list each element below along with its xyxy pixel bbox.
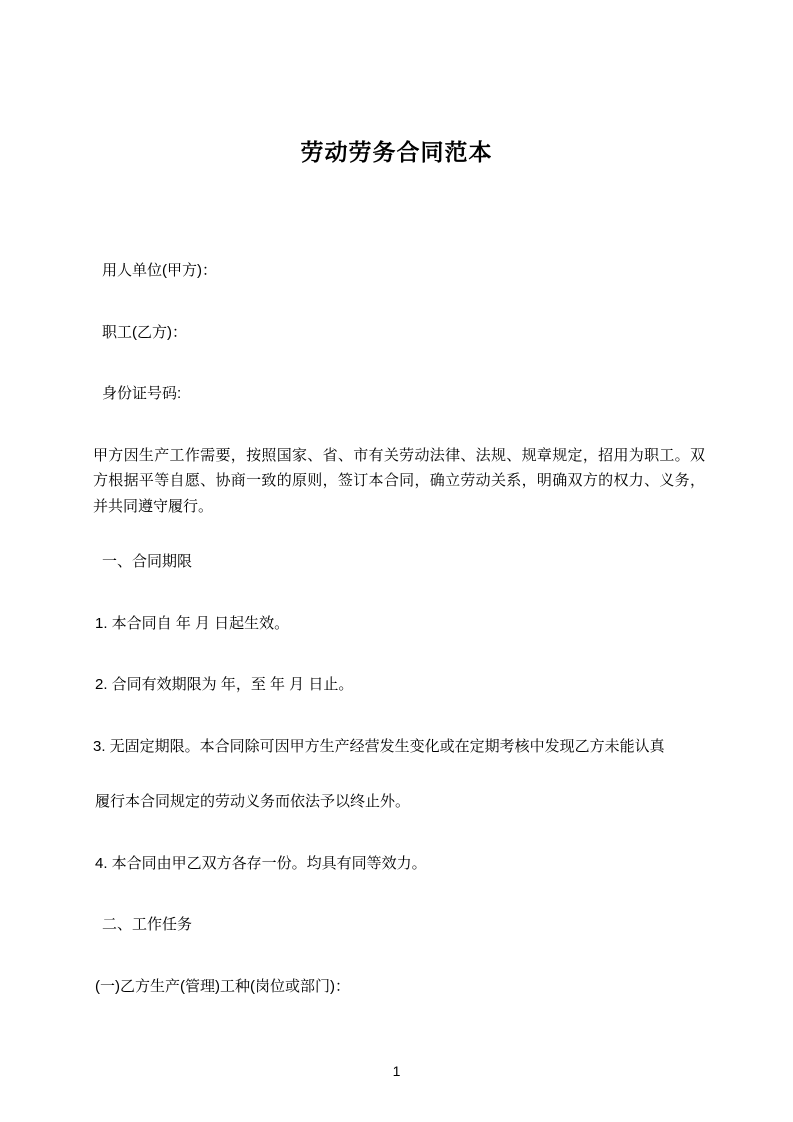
paragraph-id-number: 身份证号码: bbox=[102, 385, 182, 403]
paragraph-term-3: 3. 无固定期限。本合同除可因甲方生产经营发生变化或在定期考核中发现乙方未能认真 bbox=[93, 737, 665, 755]
paragraph-task-1: (一)乙方生产(管理)工种(岗位或部门)： bbox=[95, 977, 350, 995]
spacer bbox=[93, 284, 705, 320]
document-body bbox=[0, 168, 793, 999]
page-number: 1 bbox=[392, 1063, 401, 1079]
spacer bbox=[93, 815, 705, 851]
spacer bbox=[93, 876, 705, 912]
paragraph-term-4: 4. 本合同由甲乙双方各存一份。均具有同等效力。 bbox=[95, 854, 427, 872]
heading-section-one: 一、合同期限 bbox=[102, 553, 193, 571]
spacer bbox=[93, 519, 705, 549]
heading-section-two: 二、工作任务 bbox=[102, 916, 193, 934]
spacer bbox=[93, 938, 705, 974]
spacer bbox=[93, 759, 705, 789]
paragraph-term-3-cont: 履行本合同规定的劳动义务而依法予以终止外。 bbox=[95, 793, 411, 811]
paragraph-preamble: 甲方因生产工作需要，按照国家、省、市有关劳动法律、法规、规章规定，招用为职工。双方根据平等自愿、协商一致的原则，签订本合同，确立劳动关系，明确双方的权力、义务，并共同遵守履行。 bbox=[93, 446, 705, 515]
spacer bbox=[93, 698, 705, 734]
spacer bbox=[93, 345, 705, 381]
paragraph-employee: 职工(乙方)： bbox=[102, 323, 187, 341]
spacer bbox=[93, 575, 705, 611]
paragraph-term-1: 1. 本合同自 年 月 日起生效。 bbox=[95, 614, 290, 632]
spacer bbox=[93, 407, 705, 443]
spacer bbox=[93, 636, 705, 672]
paragraph-term-2: 2. 合同有效期限为 年，至 年 月 日止。 bbox=[95, 676, 354, 694]
paragraph-employer: 用人单位(甲方)： bbox=[102, 262, 217, 280]
page-title: 劳动劳务合同范本 bbox=[300, 139, 493, 165]
